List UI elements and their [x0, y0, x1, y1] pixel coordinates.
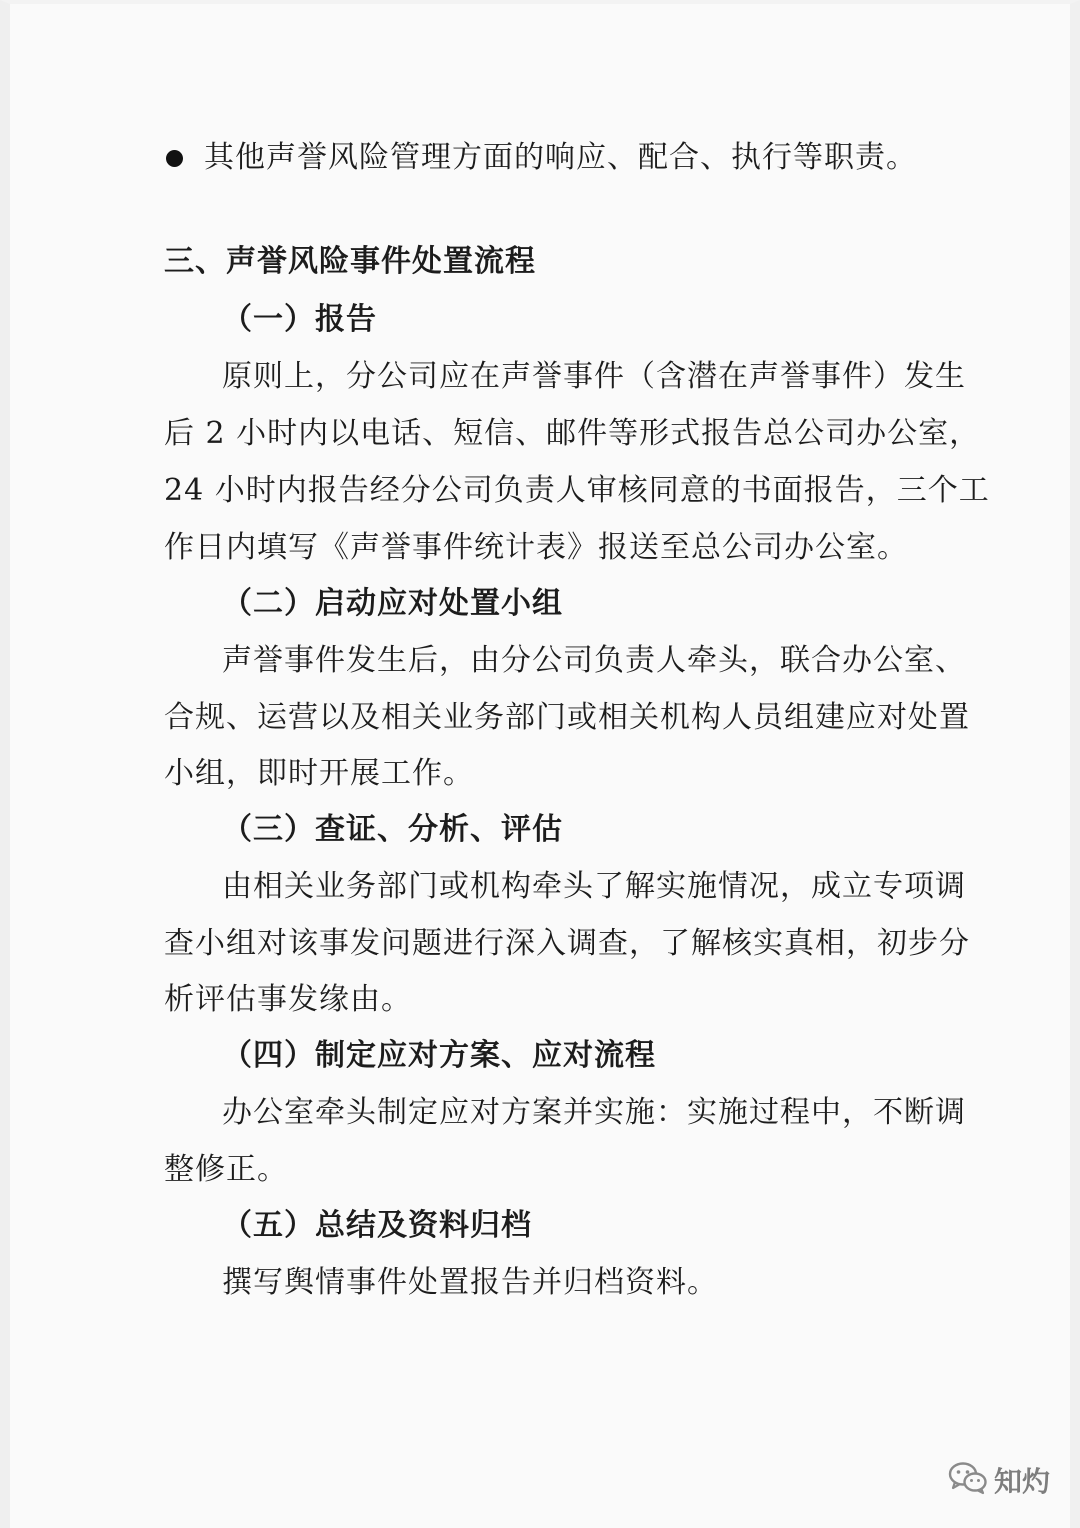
paragraph-line: 原则上，分公司应在声誉事件（含潜在声誉事件）发生 — [222, 359, 966, 394]
paragraph-line: 整修正。 — [164, 1152, 288, 1187]
wechat-icon — [948, 1461, 988, 1499]
paragraph-line: 小组，即时开展工作。 — [164, 756, 474, 791]
subheading-archive: （五）总结及资料归档 — [222, 1208, 532, 1243]
subheading-verify: （三）查证、分析、评估 — [222, 812, 563, 847]
subheading-plan: （四）制定应对方案、应对流程 — [222, 1038, 656, 1073]
watermark — [948, 1460, 1050, 1500]
paragraph-line: 办公室牵头制定应对方案并实施：实施过程中，不断调 — [222, 1095, 966, 1130]
paragraph-line: 撰写舆情事件处置报告并归档资料。 — [222, 1265, 718, 1300]
paragraph-line: 析评估事发缘由。 — [164, 982, 412, 1017]
paragraph-line: 后 2 小时内以电话、短信、邮件等形式报告总公司办公室， — [164, 416, 981, 451]
watermark-text: 知灼 — [994, 1465, 1051, 1498]
paragraph-line: 查小组对该事发问题进行深入调查，了解核实真相，初步分 — [164, 926, 970, 961]
subheading-team: （二）启动应对处置小组 — [222, 586, 563, 621]
paragraph-line: 24 小时内报告经分公司负责人审核同意的书面报告，三个工 — [164, 473, 990, 508]
paragraph-line: 由相关业务部门或机构牵头了解实施情况，成立专项调 — [222, 869, 966, 904]
subheading-report: （一）报告 — [222, 302, 377, 337]
bullet-icon — [166, 150, 183, 167]
bullet-item: 其他声誉风险管理方面的响应、配合、执行等职责。 — [204, 140, 917, 175]
paragraph-line: 作日内填写《声誉事件统计表》报送至总公司办公室。 — [164, 530, 908, 565]
paragraph-line: 合规、运营以及相关业务部门或相关机构人员组建应对处置 — [164, 700, 970, 735]
paragraph-line: 声誉事件发生后，由分公司负责人牵头，联合办公室、 — [222, 643, 966, 678]
section-heading: 三、声誉风险事件处置流程 — [164, 244, 536, 279]
